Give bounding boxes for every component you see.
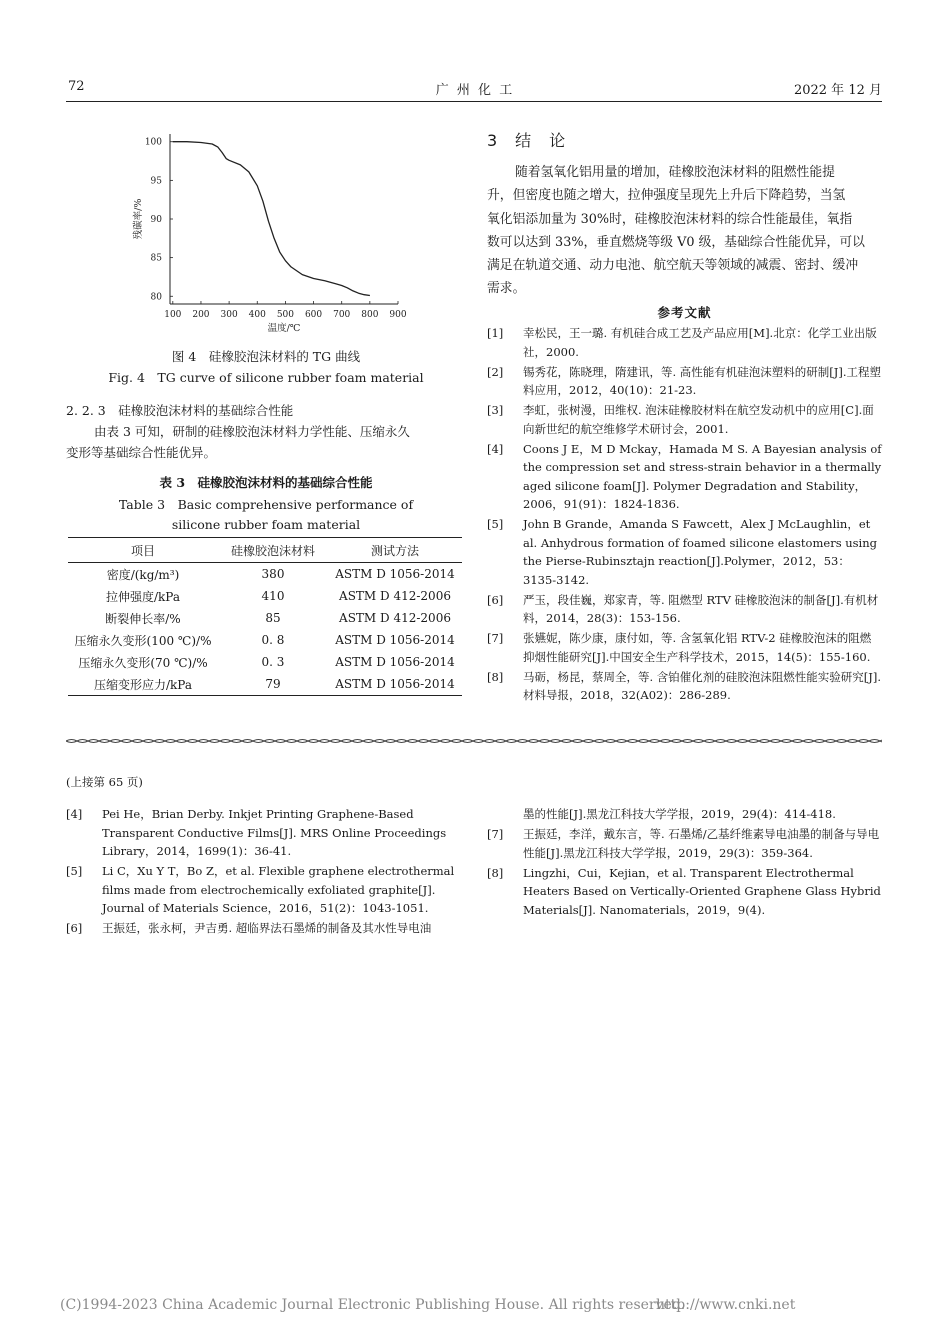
table-cell: ASTM D 412-2006 [339, 589, 451, 603]
reference-item [487, 363, 882, 400]
reference-text: 王振廷，张永柯，尹吉勇. 超临界法石墨烯的制备及其水性导电油 [102, 921, 432, 935]
x-tick-label: 500 [276, 310, 295, 320]
reference-text: Li C，Xu Y T，Bo Z，et al. Flexible graphene electrothermal films made from electrochemically exfoliated graphite[J]. Journal of Materials Science，2016，51(2)：1043-1051. [102, 864, 455, 915]
conclusion-line: 氧化铝添加量为 30%时，硅橡胶泡沫材料的综合性能最佳，氧指 [487, 211, 853, 227]
reference-text: 幸松民，王一璐. 有机硅合成工艺及产品应用[M].北京：化学工业出版社，2000. [523, 326, 877, 359]
reference-number: [8] [487, 865, 504, 880]
reference-text: Coons J E，M D Mckay，Hamada M S. A Bayesian analysis of the compression set and stress-strain behavior in a thermally aged silicone foam[J]. Polymer Degradation and Stability，2006，91(91)：1824-1836. [523, 441, 882, 511]
reference-number: [2] [487, 364, 504, 379]
reference-item [487, 440, 882, 514]
table-cell: 密度/(kg/m³) [106, 567, 180, 582]
reference-number: [4] [487, 441, 504, 456]
reference-number: [4] [66, 807, 83, 821]
table-cell: 压缩永久变形(70 ℃)/% [78, 655, 208, 670]
figure-caption-cn: 图 4 硅橡胶泡沫材料的 TG 曲线 [171, 349, 361, 364]
reference-item [66, 919, 462, 938]
table3-header-item: 项目 [68, 538, 218, 563]
table-cell: 380 [261, 567, 285, 581]
x-tick-label: 400 [248, 310, 266, 320]
tg-series-line [173, 142, 370, 296]
conclusion-line: 升，但密度也随之增大，拉伸强度呈现先上升后下降趋势，当氢 [487, 188, 846, 204]
continued-refs-right [487, 805, 882, 921]
cnki-link[interactable]: http://www.cnki.net [656, 1297, 796, 1313]
reference-text: 严玉，段佳巍，郑家青，等. 阻燃型 RTV 硅橡胶泡沫的制备[J].有机材料，2014，28(3)：153-156. [523, 592, 879, 625]
page-number: 72 [68, 79, 85, 94]
x-tick-label: 200 [192, 310, 210, 320]
section-223-para-line1: 由表 3 可知，研制的硅橡胶泡沫材料力学性能、压缩永久 [94, 424, 410, 439]
reference-item [487, 629, 882, 666]
table-cell: ASTM D 1056-2014 [335, 655, 455, 669]
reference-text: Pei He，Brian Derby. Inkjet Printing Graphene-Based Transparent Conductive Films[J]. MRS Online Proceedings Library，2014，1699(1)：36-41. [102, 807, 447, 858]
y-tick-label: 95 [150, 176, 162, 187]
conclusion-line: 满足在轨道交通、动力电池、航空航天等领域的减震、密封、缓冲 [487, 258, 859, 274]
reference-item [487, 668, 882, 705]
conclusion-line: 随着氢氧化铝用量的增加，硅橡胶泡沫材料的阻燃性能提 [515, 165, 835, 180]
table3 [68, 537, 462, 696]
reference-number: [6] [487, 592, 504, 607]
y-tick-label: 90 [150, 215, 162, 225]
reference-item [487, 864, 882, 920]
reference-number: [3] [487, 403, 504, 417]
x-tick-label: 100 [164, 310, 182, 320]
x-axis-label: 温度/℃ [267, 323, 301, 334]
reference-number: [7] [487, 631, 504, 645]
wavy-divider [66, 736, 882, 746]
reference-number: [8] [487, 669, 504, 684]
reference-number: [5] [487, 517, 504, 531]
table3-title-cn: 表 3 硅橡胶泡沫材料的基础综合性能 [159, 475, 373, 490]
reference-item [487, 324, 882, 361]
continued-refs-left [66, 805, 462, 939]
section-3-heading: 3 结 论 [487, 131, 567, 150]
reference-text: 王振廷，李洋，戴东言，等. 石墨烯/乙基纤维素导电油墨的制备与导电性能[J].黑龙江科技大学学报，2019，29(3)：359-364. [523, 827, 880, 860]
y-tick-label: 80 [150, 292, 162, 303]
section-223-para-line2: 变形等基础综合性能优异。 [66, 445, 217, 460]
reference-text: 李虹，张树漫，田维权. 泡沫硅橡胶材料在航空发动机中的应用[C].面向新世纪的航空维修学术研讨会，2001. [523, 403, 874, 436]
figure-caption-en: Fig. 4 TG curve of silicone rubber foam material [108, 370, 424, 385]
reference-item [66, 862, 462, 918]
reference-text: John B Grande，Amanda S Fawcett，Alex J McLaughlin，et al. Anhydrous formation of foamed silicone elastomers using the Pierse-Rubinsztajn reaction[J].Polymer，2012，53：3135-3142. [523, 517, 878, 587]
table-row [68, 607, 462, 629]
table-cell: ASTM D 1056-2014 [328, 673, 462, 696]
table-cell: 拉伸强度/kPa [105, 589, 180, 604]
table-cell: 0. 8 [261, 633, 285, 647]
table-row [68, 673, 462, 696]
table3-header-foam: 硅橡胶泡沫材料 [218, 538, 328, 563]
x-tick-label: 600 [304, 310, 323, 320]
reference-text: 锡秀花，陈晓理，隋建讯，等. 高性能有机硅泡沫塑料的研制[J].工程塑料应用，2012，40(10)：21-23. [523, 364, 882, 397]
references-heading: 参考文献 [657, 305, 712, 320]
journal-title: 广 州 化 工 [435, 83, 515, 98]
issue-date: 2022 年 12 月 [793, 83, 882, 98]
table3-header-method: 测试方法 [328, 538, 462, 563]
x-tick-label: 800 [361, 310, 379, 320]
header-rule [66, 101, 882, 102]
y-tick-label: 85 [150, 253, 162, 264]
tg-curve-chart [120, 122, 420, 342]
table-cell: 79 [218, 673, 328, 696]
y-tick-label: 100 [144, 137, 162, 148]
table-cell: 85 [265, 611, 281, 625]
reference-continuation: 墨的性能[J].黑龙江科技大学学报，2019，29(4)：414-418. [523, 807, 836, 821]
table-cell: 410 [261, 589, 285, 603]
reference-item [487, 515, 882, 589]
table-cell: 断裂伸长率/% [105, 611, 181, 626]
table3-title-en-line2: silicone rubber foam material [171, 517, 361, 532]
table3-title-en-line1: Table 3 Basic comprehensive performance of [118, 497, 414, 512]
table-cell: 0. 3 [261, 655, 285, 669]
references-list [487, 324, 882, 706]
y-axis-label: 残碳率/% [133, 198, 144, 240]
table-cell: 压缩永久变形(100 ℃)/% [74, 633, 212, 648]
reference-number: [1] [487, 326, 504, 340]
reference-text: 张嬿妮，陈少康，康付如，等. 含氢氧化铝 RTV-2 硅橡胶泡沫的阻燃抑烟性能研究[J].中国安全生产科学技术，2015，14(5)：155-160. [523, 631, 872, 664]
table-row [68, 563, 462, 586]
section-223-heading: 2. 2. 3 硅橡胶泡沫材料的基础综合性能 [66, 403, 294, 418]
reference-item [487, 825, 882, 862]
table-row [68, 651, 462, 673]
x-tick-label: 900 [389, 310, 407, 320]
copyright-notice: (C)1994-2023 China Academic Journal Electronic Publishing House. All rights reserved. [60, 1297, 686, 1313]
table-cell: 压缩变形应力/kPa [68, 673, 218, 696]
conclusion-paragraph [487, 161, 882, 301]
reference-number: [6] [66, 921, 83, 935]
table-cell: ASTM D 1056-2014 [335, 567, 455, 581]
table-row [68, 629, 462, 651]
reference-text: Lingzhi，Cui，Kejian，et al. Transparent Electrothermal Heaters Based on Vertically-Oriented Graphene Glass Hybrid Materials[J]. Nanomaterials，2019，9(4). [523, 865, 881, 917]
x-tick-label: 700 [333, 310, 351, 320]
reference-text: 马砺，杨昆，蔡周全，等. 含铂催化剂的硅胶泡沫阻燃性能实验研究[J].材料导报，2018，32(A02)：286-289. [523, 669, 882, 702]
table-cell: ASTM D 412-2006 [339, 611, 451, 625]
table-row [68, 585, 462, 607]
reference-item [66, 805, 462, 861]
reference-number: [7] [487, 827, 504, 841]
continued-note: (上接第 65 页) [66, 775, 143, 789]
conclusion-line: 需求。 [487, 281, 526, 297]
table-cell: ASTM D 1056-2014 [335, 633, 455, 647]
reference-number: [5] [66, 864, 83, 878]
conclusion-line: 数可以达到 33%，垂直燃烧等级 V0 级，基础综合性能优异，可以 [487, 234, 865, 250]
x-tick-label: 300 [220, 310, 238, 320]
reference-item [487, 591, 882, 628]
table3-header-row [68, 538, 462, 563]
reference-item [487, 401, 882, 438]
